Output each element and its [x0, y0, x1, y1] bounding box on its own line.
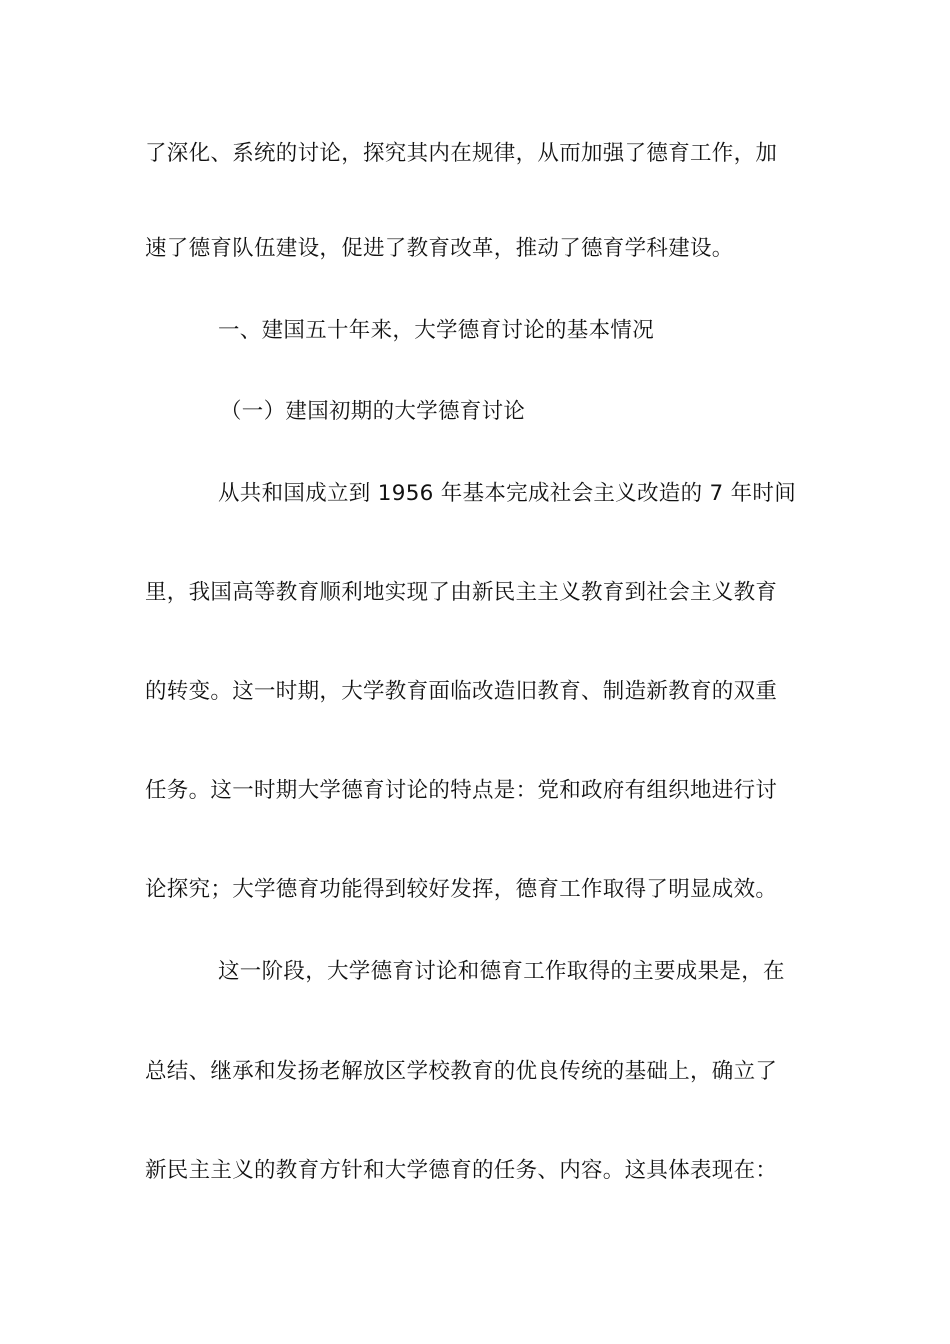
paragraph-line-3: 从共和国成立到 1956 年基本完成社会主义改造的 7 年时间 — [218, 481, 797, 506]
paragraph-line-4: 里，我国高等教育顺利地实现了由新民主主义教育到社会主义教育 — [145, 580, 778, 605]
paragraph-line-6: 任务。这一时期大学德育讨论的特点是：党和政府有组织地进行讨 — [145, 778, 778, 803]
section-heading: 一、建国五十年来，大学德育讨论的基本情况 — [218, 318, 655, 343]
paragraph-line-7: 论探究；大学德育功能得到较好发挥，德育工作取得了明显成效。 — [145, 877, 778, 902]
paragraph-line-5: 的转变。这一时期，大学教育面临改造旧教育、制造新教育的双重 — [145, 679, 778, 704]
paragraph-line-2: 速了德育队伍建设，促进了教育改革，推动了德育学科建设。 — [145, 236, 734, 261]
paragraph-line-10: 新民主主义的教育方针和大学德育的任务、内容。这具体表现在： — [145, 1158, 778, 1183]
paragraph-line-1: 了深化、系统的讨论，探究其内在规律，从而加强了德育工作，加 — [145, 141, 778, 166]
subsection-heading: （一）建国初期的大学德育讨论 — [220, 399, 526, 424]
paragraph-line-9: 总结、继承和发扬老解放区学校教育的优良传统的基础上，确立了 — [145, 1059, 778, 1084]
paragraph-line-8: 这一阶段，大学德育讨论和德育工作取得的主要成果是，在 — [218, 959, 785, 984]
